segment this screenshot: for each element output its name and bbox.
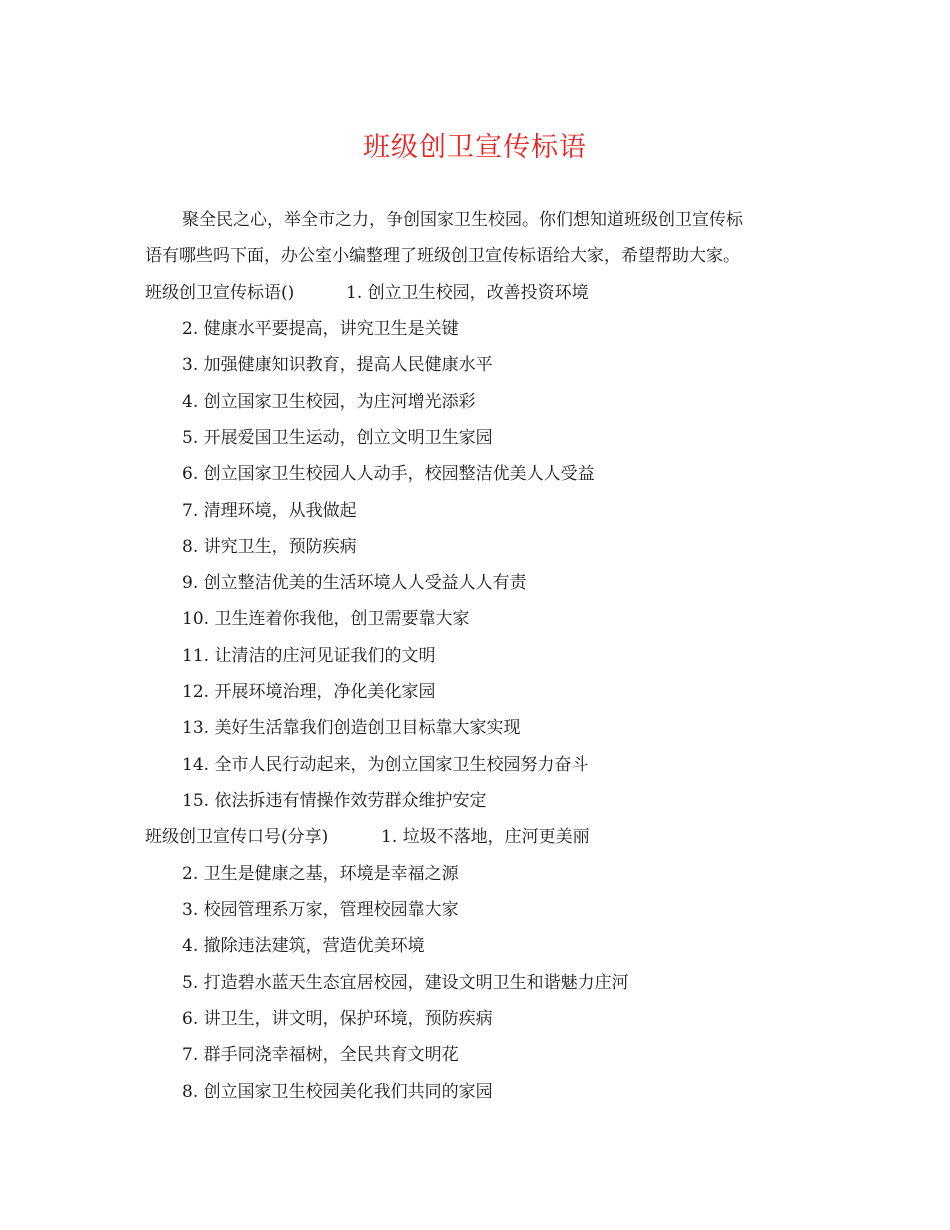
section1-item: 11. 让清洁的庄河见证我们的文明: [182, 646, 436, 666]
section1-item: 13. 美好生活靠我们创造创卫目标靠大家实现: [182, 718, 521, 738]
section2-item: 8. 创立国家卫生校园美化我们共同的家园: [182, 1082, 493, 1102]
intro-line-2: 语有哪些吗下面，办公室小编整理了班级创卫宣传标语给大家，希望帮助大家。: [145, 246, 740, 266]
section1-item: 6. 创立国家卫生校园人人动手，校园整洁优美人人受益: [182, 464, 595, 484]
section1-item: 3. 加强健康知识教育，提高人民健康水平: [182, 355, 493, 375]
intro-line-1: 聚全民之心，举全市之力，争创国家卫生校园。你们想知道班级创卫宣传标: [182, 210, 743, 230]
section2-item: 4. 撤除违法建筑，营造优美环境: [182, 936, 425, 956]
section1-item: 2. 健康水平要提高，讲究卫生是关键: [182, 319, 459, 339]
section1-item: 8. 讲究卫生，预防疾病: [182, 537, 357, 557]
section2-item: 5. 打造碧水蓝天生态宜居校园，建设文明卫生和谐魅力庄河: [182, 973, 629, 993]
section1-item: 5. 开展爱国卫生运动，创立文明卫生家园: [182, 428, 493, 448]
section1-label: 班级创卫宣传标语(): [145, 283, 295, 303]
section1-item: 7. 清理环境，从我做起: [182, 501, 357, 521]
section1-item: 14. 全市人民行动起来，为创立国家卫生校园努力奋斗: [182, 755, 589, 775]
section2-item: 3. 校园管理系万家，管理校园靠大家: [182, 900, 459, 920]
section2-item: 2. 卫生是健康之基，环境是幸福之源: [182, 864, 459, 884]
section2-item: 7. 群手同浇幸福树，全民共育文明花: [182, 1045, 459, 1065]
section1-heading: [145, 281, 589, 305]
section1-item: 10. 卫生连着你我他，创卫需要靠大家: [182, 609, 470, 629]
section2-item: 6. 讲卫生，讲文明，保护环境，预防疾病: [182, 1009, 493, 1029]
section1-item-1: 1. 创立卫生校园，改善投资环境: [346, 283, 589, 303]
section2-heading: [145, 825, 590, 849]
section1-item: 12. 开展环境治理，净化美化家园: [182, 682, 436, 702]
document-title: 班级创卫宣传标语: [363, 132, 587, 163]
section1-item: 15. 依法拆违有情操作效劳群众维护安定: [182, 791, 487, 811]
section2-label: 班级创卫宣传口号(分享): [145, 827, 329, 847]
section1-item: 4. 创立国家卫生校园，为庄河增光添彩: [182, 392, 476, 412]
section1-item: 9. 创立整洁优美的生活环境人人受益人人有责: [182, 573, 527, 593]
section2-item-1: 1. 垃圾不落地，庄河更美丽: [381, 827, 590, 847]
